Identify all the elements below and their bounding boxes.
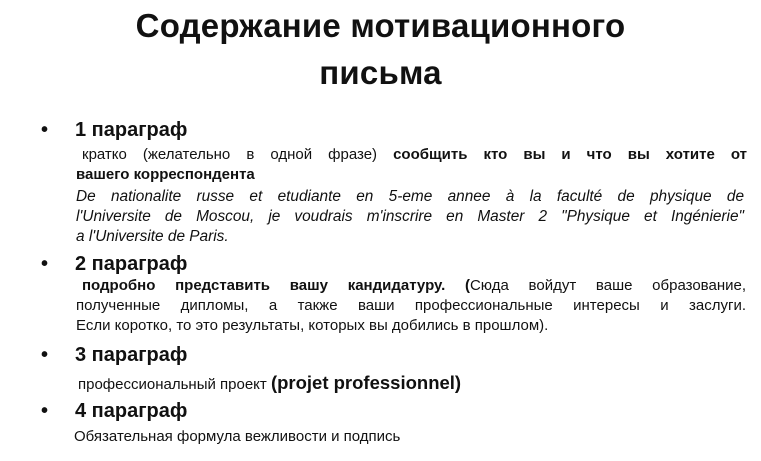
section-4-normal: Обязательная формула вежливости и подпись [74,428,401,445]
bullet-icon: • [41,344,49,366]
section-1-title: 1 параграф [75,119,188,141]
example-line-2: l'Universite de Moscou, je voudrais m'inscrire en Master 2 "Physique et Ingénierie" [76,208,744,225]
section-2-bold: подробно представить вашу кандидатуру. ( [82,277,470,294]
section-1-example [76,187,744,247]
example-line-1: De nationalite russe et etudiante en 5-eme annee à la faculté de physique de [76,188,744,205]
section-1-normal: кратко (желательно в одной фразе) [82,146,394,163]
section-1-heading [41,117,187,143]
section-2-normal-c: Если коротко, то это результаты, которых вы добились в прошлом). [76,317,549,334]
section-1-text [76,145,747,185]
section-4-text [74,427,674,447]
section-2-text [76,276,746,336]
section-2-normal-a: Сюда войдут ваше образование, [469,277,746,294]
title-line-1: Содержание мотивационного [135,7,626,44]
section-3-heading [41,342,187,368]
bullet-icon: • [41,253,49,275]
section-3-text [78,371,678,397]
section-3-fr: (projet professionnel) [270,372,462,393]
section-1-bold-a: сообщить кто вы и что вы хотите от [393,146,747,163]
section-3-title: 3 параграф [75,344,188,366]
section-4-heading [41,398,187,424]
section-2-title: 2 параграф [75,253,188,275]
section-4-title: 4 параграф [75,400,188,422]
bullet-icon: • [41,400,49,422]
bullet-icon: • [41,119,49,141]
section-3-normal: профессиональный проект [78,376,271,393]
example-line-3: a l'Universite de Paris. [76,228,229,245]
section-2-normal-b: полученные дипломы, а также ваши профессиональные интересы и заслуги. [76,297,746,314]
section-2-heading [41,251,187,277]
section-1-bold-b: вашего корреспондента [76,166,255,183]
title-line-2: письма [319,54,442,91]
page-title [0,2,761,96]
